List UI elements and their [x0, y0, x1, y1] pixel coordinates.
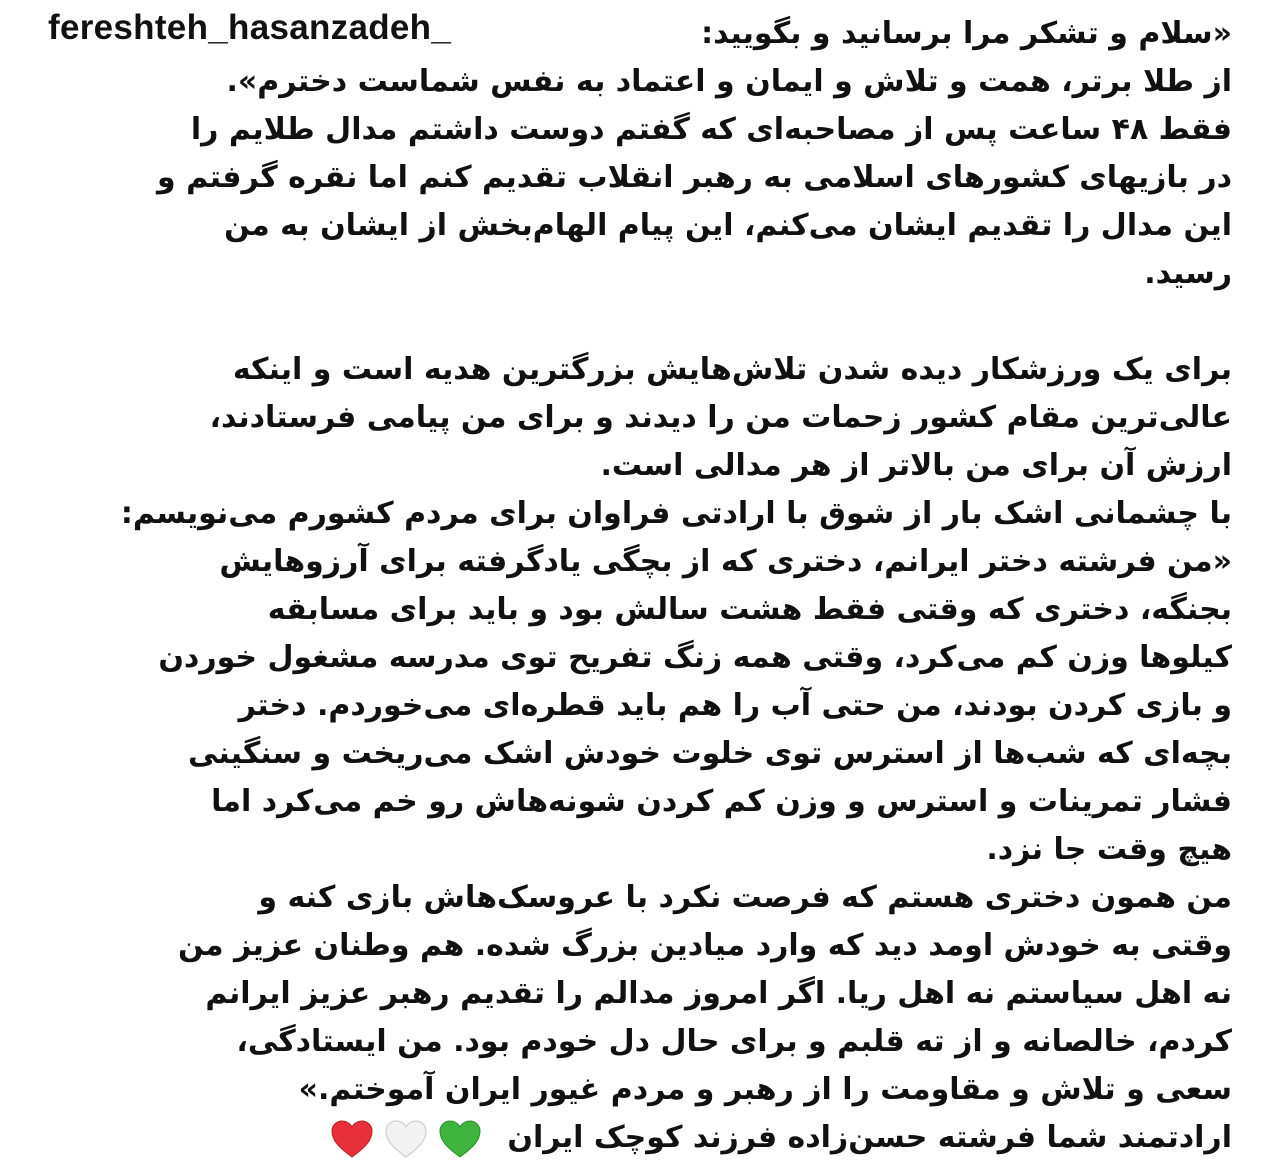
- caption-text: [46, 10, 1232, 1162]
- caption-line: کیلوها وزن کم می‌کرد، وقتی همه زنگ تفریح توی مدرسه مشغول خوردن: [158, 640, 1232, 675]
- caption-line: کردم، خالصانه و از ته قلبم و برای حال دل خودم بود. من ایستادگی،: [236, 1024, 1232, 1059]
- caption-line: ارزش آن برای من بالاتر از هر مدالی است.: [600, 448, 1232, 483]
- caption-line: فقط ۴۸ ساعت پس از مصاحبه‌ای که گفتم دوست داشتم مدال طلایم را: [190, 112, 1232, 147]
- heart-emoji-group: [325, 1115, 487, 1163]
- signature-text: ارادتمند شما فرشته حسن‌زاده فرزند کوچک ایران: [507, 1120, 1232, 1155]
- caption-line: «سلام و تشکر مرا برسانید و بگویید:: [701, 16, 1232, 51]
- caption-line: در بازیهای کشورهای اسلامی به رهبر انقلاب تقدیم کنم اما نقره گرفتم و: [157, 160, 1232, 195]
- caption-line: هیچ وقت جا نزد.: [986, 832, 1232, 867]
- caption-line: با چشمانی اشک بار از شوق با ارادتی فراوان برای مردم کشورم می‌نویسم:: [120, 496, 1232, 531]
- caption-line: رسید.: [1144, 256, 1232, 291]
- instagram-post-caption: [40, 2, 1240, 1170]
- caption-line: بجنگه، دختری که وقتی فقط هشت سالش بود و باید برای مسابقه: [267, 592, 1232, 627]
- caption-line: سعی و تلاش و مقاومت را از رهبر و مردم غیور ایران آموختم.»: [298, 1072, 1232, 1107]
- white-heart-icon: [384, 1119, 428, 1159]
- caption-line: بچه‌ای که شب‌ها از استرس توی خلوت خودش اشک می‌ریخت و سنگینی: [188, 736, 1232, 771]
- caption-line: فشار تمرینات و استرس و وزن کم کردن شونه‌هاش رو خم می‌کرد اما: [211, 784, 1232, 819]
- caption-line: وقتی به خودش اومد دید که وارد میادین بزرگ شده. هم وطنان عزیز من: [178, 928, 1232, 963]
- username-link[interactable]: fereshteh_hasanzadeh_: [48, 8, 452, 47]
- caption-line: عالی‌ترین مقام کشور زحمات من را دیدند و برای من پیامی فرستادند،: [209, 400, 1232, 435]
- caption-line: نه اهل سیاستم نه اهل ریا. اگر امروز مدالم را تقدیم رهبر عزیز ایرانم: [205, 976, 1232, 1011]
- caption-signature-line: [46, 1114, 1232, 1162]
- caption-line: از طلا برتر، همت و تلاش و ایمان و اعتماد به نفس شماست دخترم».: [226, 64, 1232, 99]
- caption-line: من همون دختری هستم که فرصت نکرد با عروسک‌هاش بازی کنه و: [258, 880, 1232, 915]
- caption-blank-line: [46, 298, 1232, 346]
- green-heart-icon: [438, 1119, 482, 1159]
- caption-line: برای یک ورزشکار دیده شدن تلاش‌هایش بزرگترین هدیه است و اینکه: [232, 352, 1232, 387]
- red-heart-icon: [330, 1119, 374, 1159]
- caption-line: «من فرشته دختر ایرانم، دختری که از بچگی یادگرفته برای آرزوهایش: [219, 544, 1232, 579]
- caption-line: و بازی کردن بودند، من حتی آب را هم باید قطره‌ای می‌خوردم. دختر: [238, 688, 1232, 723]
- caption-line: این مدال را تقدیم ایشان می‌کنم، این پیام الهام‌بخش از ایشان به من: [224, 208, 1232, 243]
